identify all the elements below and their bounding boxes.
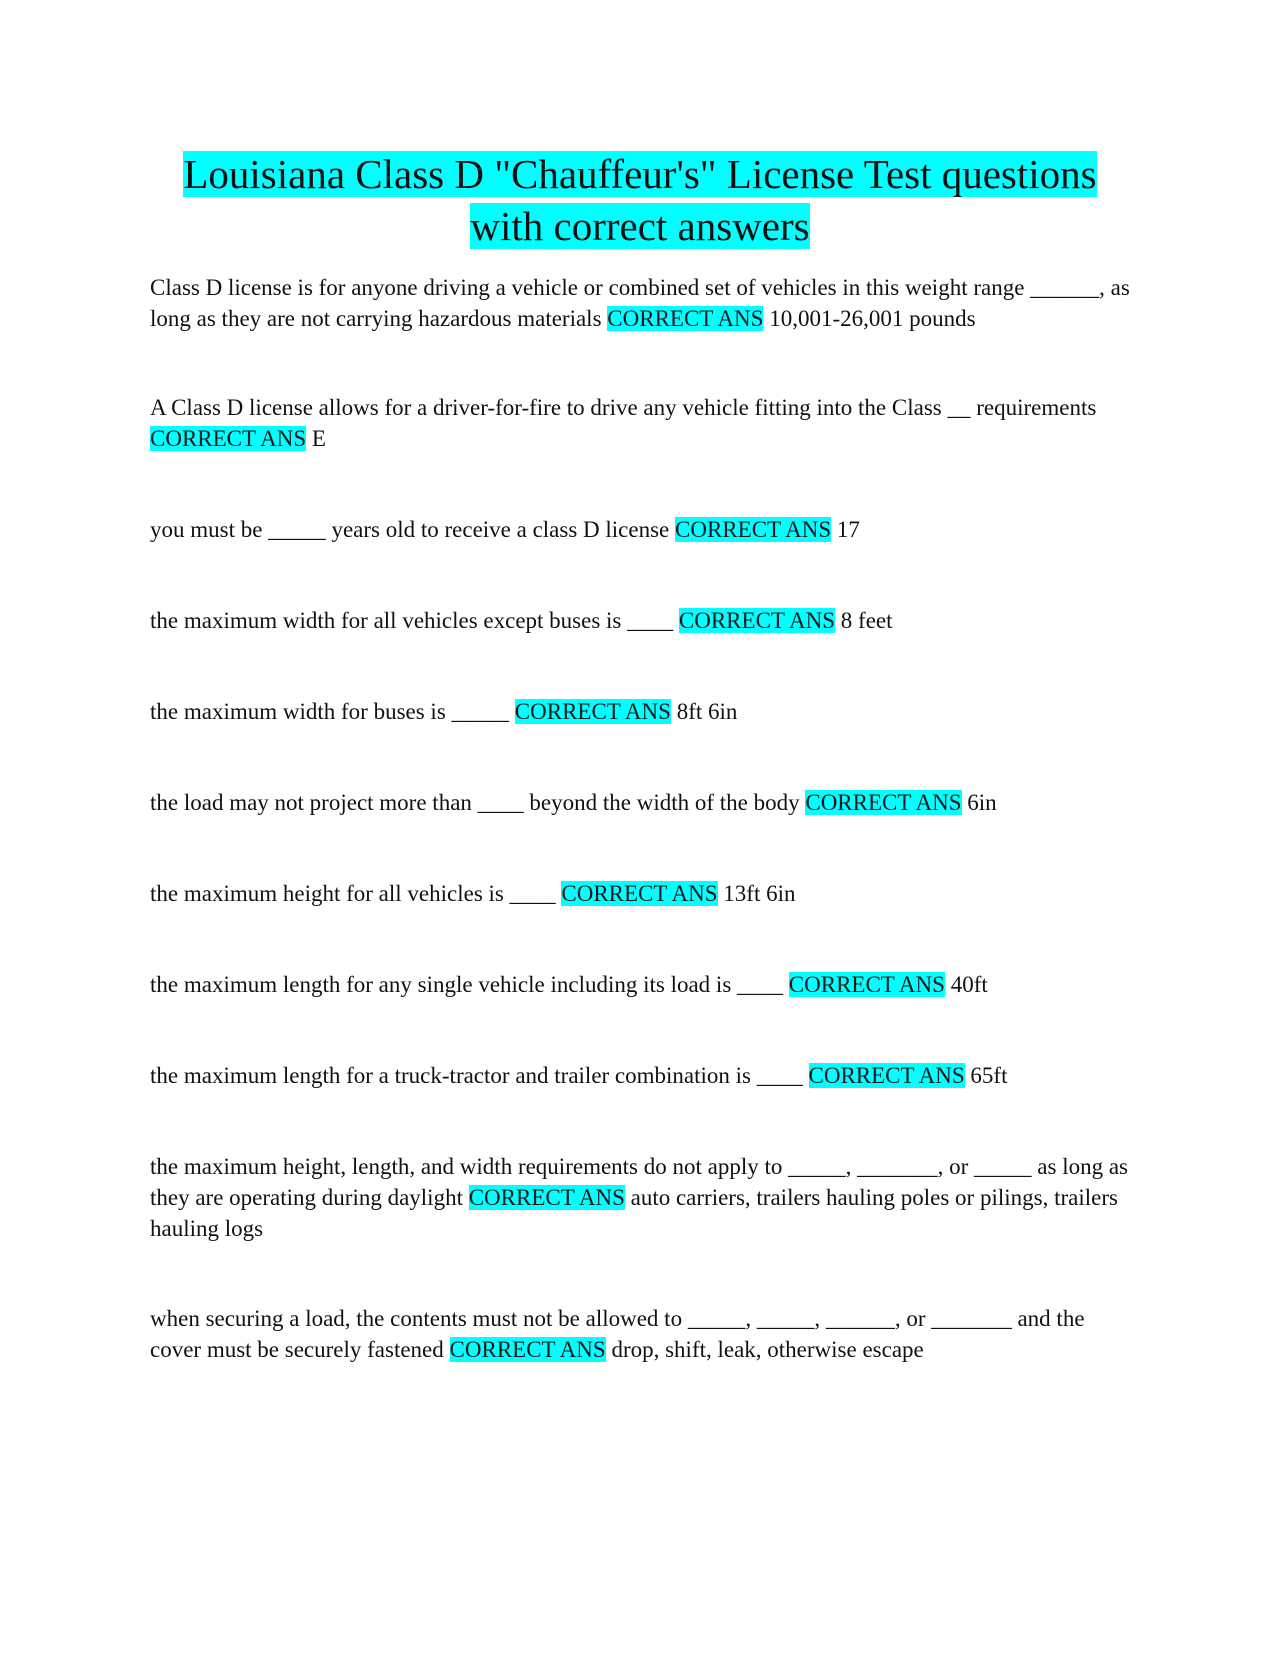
answer-text: 17 <box>836 517 860 542</box>
question-text: Class D license is for anyone driving a vehicle or combined set of vehicles in this weight range ______, as long as they are not carrying hazardous materials <box>150 275 1130 331</box>
answer-text: 13ft 6in <box>723 881 796 906</box>
qa-item-8 <box>150 969 1130 1000</box>
correct-answer-label: CORRECT ANS <box>514 699 671 724</box>
correct-answer-label: CORRECT ANS <box>607 306 764 331</box>
answer-text: 10,001-26,001 pounds <box>769 306 976 331</box>
correct-answer-label: CORRECT ANS <box>675 517 832 542</box>
correct-answer-label: CORRECT ANS <box>449 1337 606 1362</box>
answer-text: E <box>311 426 326 451</box>
question-text: the maximum width for all vehicles except buses is ____ <box>150 608 674 633</box>
answer-text: 40ft <box>950 972 988 997</box>
correct-answer-label: CORRECT ANS <box>561 881 718 906</box>
title-highlight: Louisiana Class D "Chauffeur's" License Test questions with correct answers <box>183 151 1097 249</box>
question-text: the maximum height, length, and width requirements do not apply to _____, _______, or _____ as long as they are operating during daylight <box>150 1154 1129 1210</box>
qa-item-2 <box>150 392 1130 454</box>
question-text: the maximum length for a truck-tractor and trailer combination is ____ <box>150 1063 803 1088</box>
question-text: the load may not project more than ____ beyond the width of the body <box>150 790 800 815</box>
qa-item-4 <box>150 605 1130 636</box>
qa-item-9 <box>150 1060 1130 1091</box>
question-text: when securing a load, the contents must not be allowed to _____, _____, ______, or _______ and the cover must be securely fastened <box>150 1306 1085 1362</box>
answer-text: 65ft <box>970 1063 1008 1088</box>
qa-item-6 <box>150 787 1130 818</box>
qa-item-5 <box>150 696 1130 727</box>
answer-text: 8ft 6in <box>676 699 738 724</box>
question-text: the maximum length for any single vehicle including its load is ____ <box>150 972 784 997</box>
question-text: A Class D license allows for a driver-for-fire to drive any vehicle fitting into the Class __ requirements <box>150 395 1097 420</box>
document-title <box>150 148 1130 252</box>
correct-answer-label: CORRECT ANS <box>788 972 945 997</box>
answer-text: 6in <box>967 790 997 815</box>
correct-answer-label: CORRECT ANS <box>808 1063 965 1088</box>
answer-text: 8 feet <box>840 608 893 633</box>
correct-answer-label: CORRECT ANS <box>805 790 962 815</box>
qa-item-7 <box>150 878 1130 909</box>
correct-answer-label: CORRECT ANS <box>150 426 307 451</box>
qa-item-11 <box>150 1303 1130 1365</box>
answer-text: drop, shift, leak, otherwise escape <box>611 1337 924 1362</box>
qa-item-3 <box>150 514 1130 545</box>
question-text: the maximum width for buses is _____ <box>150 699 510 724</box>
qa-item-10 <box>150 1151 1130 1244</box>
question-text: the maximum height for all vehicles is ____ <box>150 881 556 906</box>
correct-answer-label: CORRECT ANS <box>678 608 836 633</box>
question-text: you must be _____ years old to receive a class D license <box>150 517 670 542</box>
qa-item-1 <box>150 272 1130 334</box>
document-page <box>150 148 1130 1365</box>
answer-text: auto carriers, trailers hauling poles or pilings, trailers hauling logs <box>150 1185 1118 1241</box>
correct-answer-label: CORRECT ANS <box>468 1185 625 1210</box>
